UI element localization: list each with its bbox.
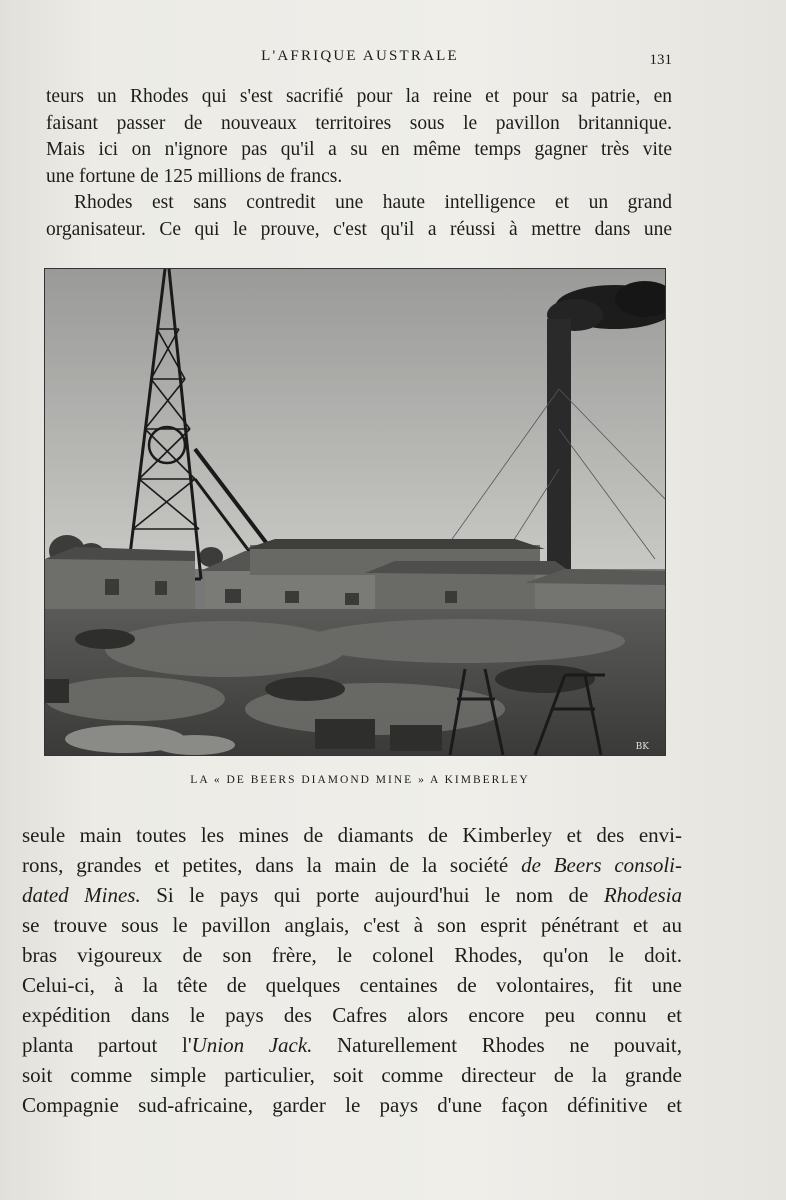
text-line: soit comme simple particulier, soit comme directeur de la grande [22,1063,682,1087]
text-line: seule main toutes les mines de diamants de Kimberley et des envi- [22,823,682,847]
text-line: organisateur. Ce qui le prouve, c'est qu'il a réussi à mettre dans une [46,218,672,240]
text-line: Rhodes est sans contredit une haute intelligence et un grand [74,192,672,213]
running-title: L'AFRIQUE AUSTRALE [261,48,459,64]
text-span: Naturellement Rhodes ne pouvait, [312,1033,682,1057]
text-line: Celui-ci, à la tête de quelques centaines de volontaires, fit une [22,973,682,997]
italic-span: Union Jack. [191,1033,313,1057]
text-line: Compagnie sud-africaine, garder le pays d'une façon définitive et [22,1093,682,1117]
text-line: expédition dans le pays des Cafres alors encore peu connu et [22,1003,682,1027]
text-line [22,880,682,910]
mine-photograph [44,268,666,756]
paragraph-1 [46,84,672,190]
text-line: Mais ici on n'ignore pas qu'il a su en même temps gagner très vite [46,139,672,160]
text-span: planta partout l' [22,1033,192,1057]
italic-span: dated Mines. [22,883,141,907]
figure-caption: LA « DE BEERS DIAMOND MINE » A KIMBERLEY [190,774,530,786]
italic-span: de Beers consoli- [521,853,682,877]
page-number: 131 [649,52,672,68]
text-line: faisant passer de nouveaux territoires sous le pavillon britannique. [46,112,672,134]
text-line: une fortune de 125 millions de francs. [46,165,343,187]
text-line: bras vigoureux de son frère, le colonel Rhodes, qu'on le doit. [22,943,682,967]
mine-illustration [45,269,665,755]
text-line: se trouve sous le pavillon anglais, c'est à son esprit pénétrant et au [22,913,682,937]
engraver-signature: BK [635,742,649,752]
text-span: rons, grandes et petites, dans la main de la société [22,853,522,877]
text-span: Si le pays qui porte aujourd'hui le nom de [140,883,604,907]
text-line [22,1030,682,1060]
paragraph-3 [22,820,682,1120]
running-head [48,46,672,70]
paragraph-2 [46,190,672,243]
text-line: teurs un Rhodes qui s'est sacrifié pour la reine et pour sa patrie, en [46,86,672,107]
chimney [547,319,571,579]
text-line [22,850,682,880]
italic-span: Rhodesia [603,883,682,907]
